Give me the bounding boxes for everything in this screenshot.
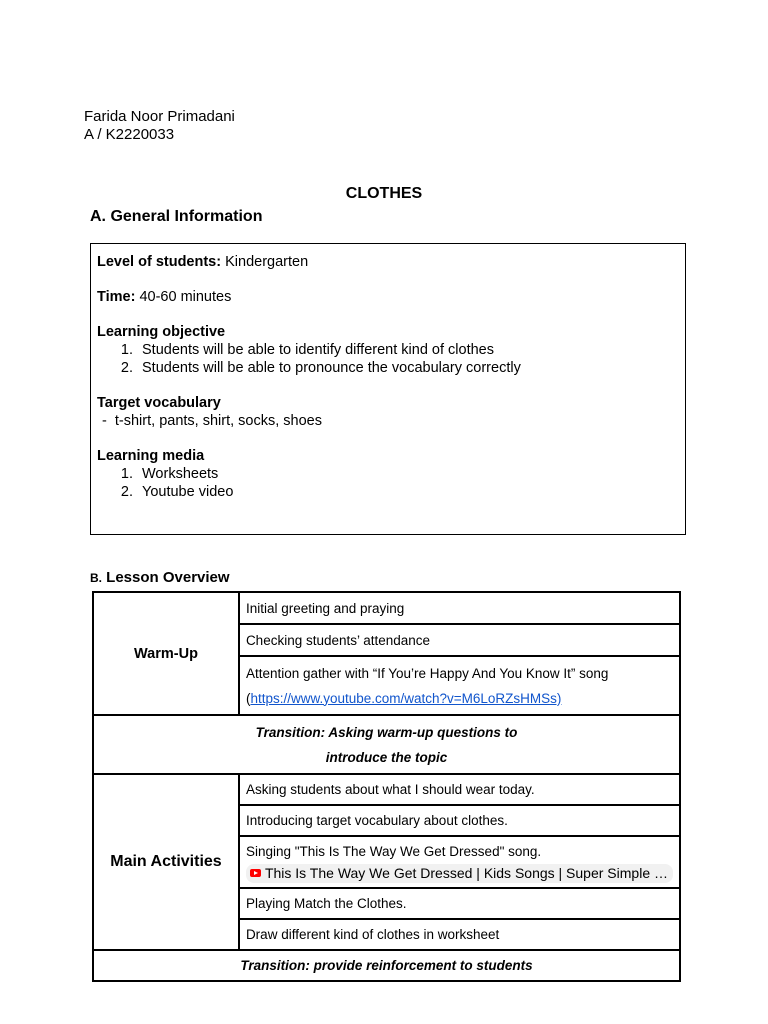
author-block (84, 108, 235, 144)
warmup-activity: Attention gather with “If You’re Happy And You Know It” song (https://www.youtube.com/watch?v=M6LoRZsHMSs) (239, 656, 680, 715)
general-info-box (90, 243, 686, 535)
section-a-heading: A. General Information (90, 208, 263, 225)
vocab-heading: Target vocabulary (97, 395, 221, 411)
time-value: 40-60 minutes (139, 289, 232, 305)
main-activities-stage-label: Main Activities (93, 774, 239, 950)
table-row (93, 592, 680, 624)
youtube-icon (250, 869, 261, 877)
warmup-activity: Checking students’ attendance (239, 624, 680, 656)
main-activity: Asking students about what I should wear today. (239, 774, 680, 805)
author-name: Farida Noor Primadani (84, 108, 235, 125)
objective-heading: Learning objective (97, 324, 226, 340)
level-line (97, 253, 679, 271)
warmup-stage-label: Warm-Up (93, 592, 239, 715)
objective-list (97, 341, 679, 377)
table-row (93, 950, 680, 981)
transition-row: Transition: Asking warm-up questions to introduce the topic (93, 715, 680, 774)
main-activity: Singing "This Is The Way We Get Dressed" song. This Is The Way We Get Dressed | Kids Songs | Super Simple … (239, 836, 680, 888)
table-row (93, 715, 680, 774)
vocab-list-item: - t-shirt, pants, shirt, socks, shoes (102, 413, 322, 429)
transition-row: Transition: provide reinforcement to students (93, 950, 680, 981)
section-b-heading: B. Lesson Overview (90, 569, 230, 586)
list-item: 1. Students will be able to identify different kind of clothes (120, 342, 494, 358)
author-id: A / K2220033 (84, 126, 175, 143)
document-title: CLOTHES (345, 185, 423, 202)
time-label: Time: (97, 289, 136, 305)
video-smart-chip[interactable]: This Is The Way We Get Dressed | Kids Songs | Super Simple … (246, 864, 673, 883)
table-row (93, 774, 680, 805)
time-line (97, 288, 679, 306)
media-heading: Learning media (97, 448, 205, 464)
song-link[interactable]: https://www.youtube.com/watch?v=M6LoRZsHMSs) (250, 690, 562, 706)
lesson-overview-table (92, 591, 681, 982)
main-activity: Draw different kind of clothes in worksheet (239, 919, 680, 950)
level-label: Level of students: (97, 254, 222, 270)
list-item: 2. Students will be able to pronounce the vocabulary correctly (120, 360, 521, 376)
warmup-activity: Initial greeting and praying (239, 592, 680, 624)
media-list (97, 465, 679, 501)
list-item: 2. Youtube video (120, 484, 234, 500)
level-value: Kindergarten (225, 254, 309, 270)
main-activity: Playing Match the Clothes. (239, 888, 680, 919)
list-item: 1. Worksheets (120, 466, 219, 482)
main-activity: Introducing target vocabulary about clothes. (239, 805, 680, 836)
